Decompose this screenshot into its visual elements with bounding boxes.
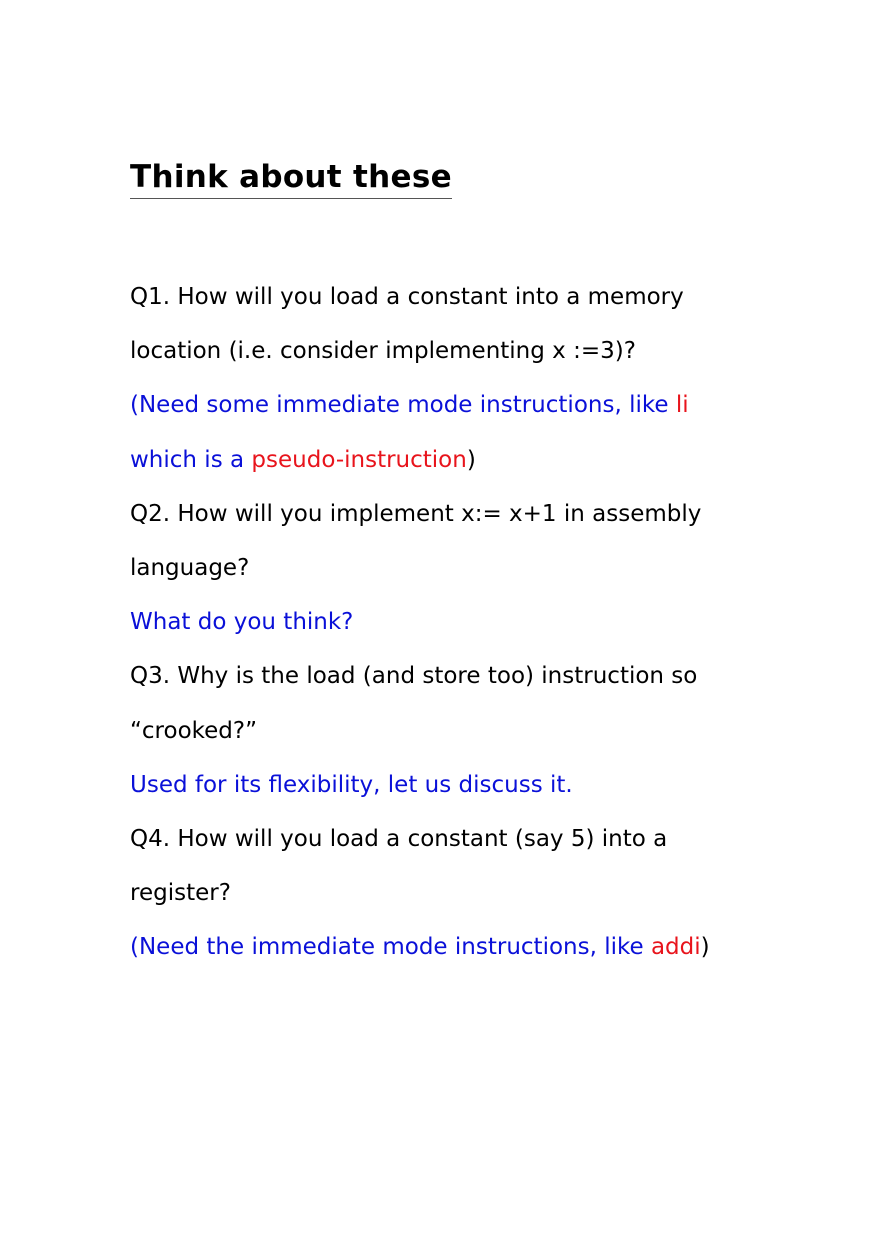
text-segment: What do you think?	[130, 609, 354, 636]
text-segment: pseudo-instruction	[251, 446, 467, 473]
text-line	[130, 270, 770, 324]
text-segment: which is a	[130, 446, 252, 473]
text-line	[130, 433, 770, 487]
text-segment: (Need the immediate mode instructions, like	[130, 934, 651, 961]
text-segment: Q4. How will you load a constant (say 5) into a	[130, 825, 668, 852]
page-title: Think about these	[130, 156, 452, 199]
text-line	[130, 758, 770, 812]
text-segment: “crooked?”	[130, 717, 258, 744]
text-segment: )	[700, 934, 710, 961]
text-segment: Used for its flexibility, let us discuss it.	[130, 771, 573, 798]
text-line	[130, 541, 770, 595]
text-line	[130, 812, 770, 866]
text-segment: Q2. How will you implement x:= x+1 in assembly	[130, 500, 702, 527]
text-segment: )	[466, 446, 476, 473]
text-line	[130, 595, 770, 649]
text-segment: Q3. Why is the load (and store too) instruction so	[130, 663, 698, 690]
text-line	[130, 649, 770, 703]
text-segment: addi	[650, 934, 701, 961]
text-line	[130, 866, 770, 920]
text-segment: Q1. How will you load a constant into a memory	[130, 284, 684, 310]
text-line	[130, 324, 770, 378]
text-segment: location (i.e. consider implementing x :=3)?	[130, 338, 636, 365]
text-line	[130, 487, 770, 541]
text-segment: (Need some immediate mode instructions, like	[130, 392, 676, 419]
text-line	[130, 704, 770, 758]
text-line	[130, 378, 770, 432]
question-list	[130, 270, 770, 974]
text-segment: li	[675, 392, 689, 419]
text-segment: register?	[130, 880, 231, 907]
text-segment: language?	[130, 554, 250, 581]
text-line	[130, 920, 770, 974]
